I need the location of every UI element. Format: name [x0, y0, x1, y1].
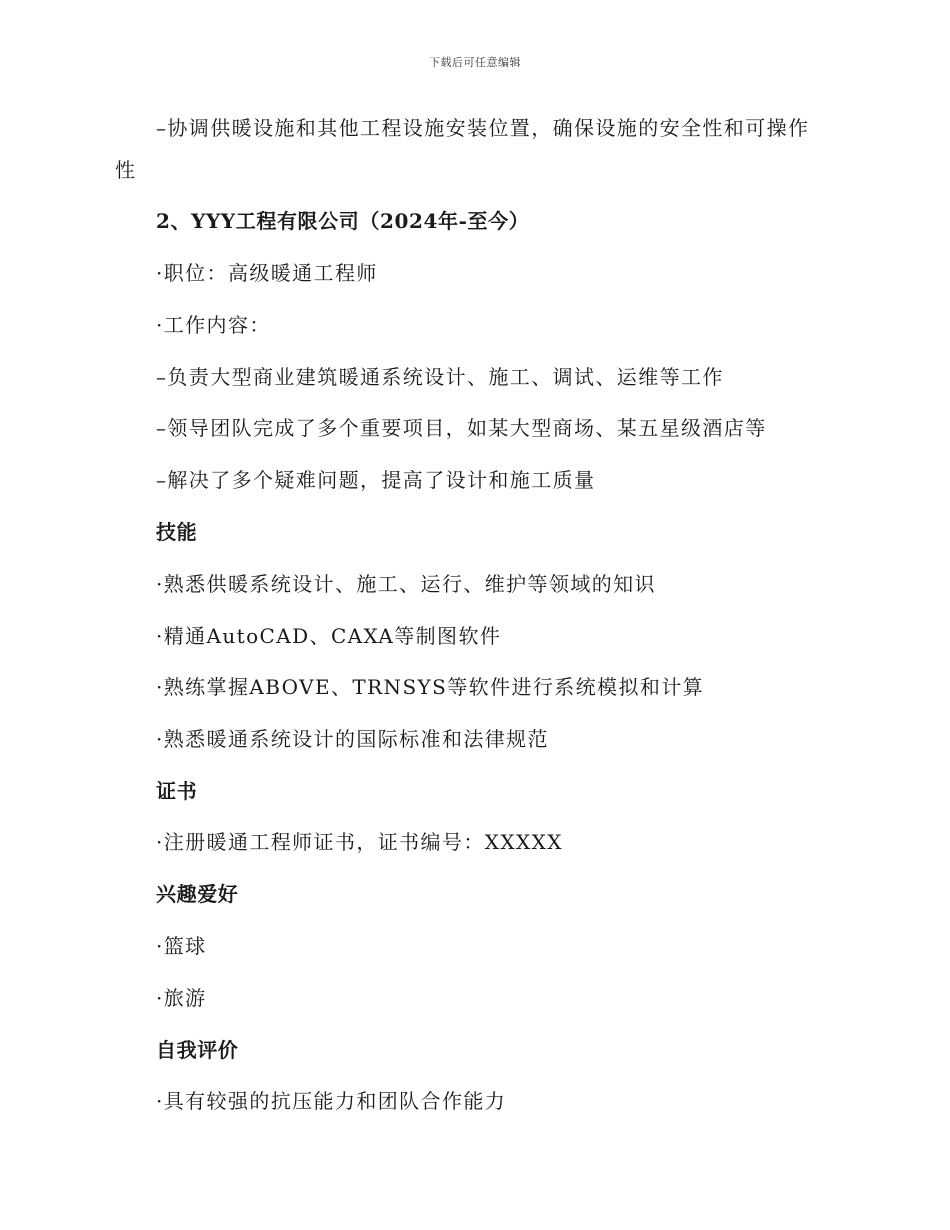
skills-heading: 技能 — [156, 520, 198, 544]
hobby-item: ·旅游 — [156, 986, 207, 1010]
skill-item: ·熟悉供暖系统设计、施工、运行、维护等领域的知识 — [156, 572, 656, 596]
company-heading: 2、YYY工程有限公司（2024年-至今） — [156, 209, 530, 233]
self-evaluation-heading: 自我评价 — [156, 1038, 239, 1062]
hobby-item: ·篮球 — [156, 934, 207, 958]
skill-item: ·精通AutoCAD、CAXA等制图软件 — [156, 624, 502, 648]
duty-line-coordinate: –协调供暖设施和其他工程设施安装位置，确保设施的安全性和可操作 — [156, 116, 810, 140]
duty-line-solve: –解决了多个疑难问题，提高了设计和施工质量 — [156, 468, 596, 492]
position-line: ·职位：高级暖通工程师 — [156, 261, 378, 285]
self-evaluation-item: ·具有较强的抗压能力和团队合作能力 — [156, 1089, 507, 1113]
hobbies-heading: 兴趣爱好 — [156, 882, 239, 906]
skill-item: ·熟悉暖通系统设计的国际标准和法律规范 — [156, 727, 549, 751]
duty-line-coordinate-wrap: 性 — [115, 158, 137, 182]
certificate-heading: 证书 — [156, 779, 198, 803]
skill-item: ·熟练掌握ABOVE、TRNSYS等软件进行系统模拟和计算 — [156, 675, 705, 699]
page-header-note: 下载后可任意编辑 — [429, 56, 521, 69]
duty-line-design: –负责大型商业建筑暖通系统设计、施工、调试、运维等工作 — [156, 365, 724, 389]
duty-line-lead: –领导团队完成了多个重要项目，如某大型商场、某五星级酒店等 — [156, 416, 767, 440]
work-content-label: ·工作内容： — [156, 313, 271, 337]
certificate-item: ·注册暖通工程师证书，证书编号：XXXXX — [156, 830, 563, 854]
